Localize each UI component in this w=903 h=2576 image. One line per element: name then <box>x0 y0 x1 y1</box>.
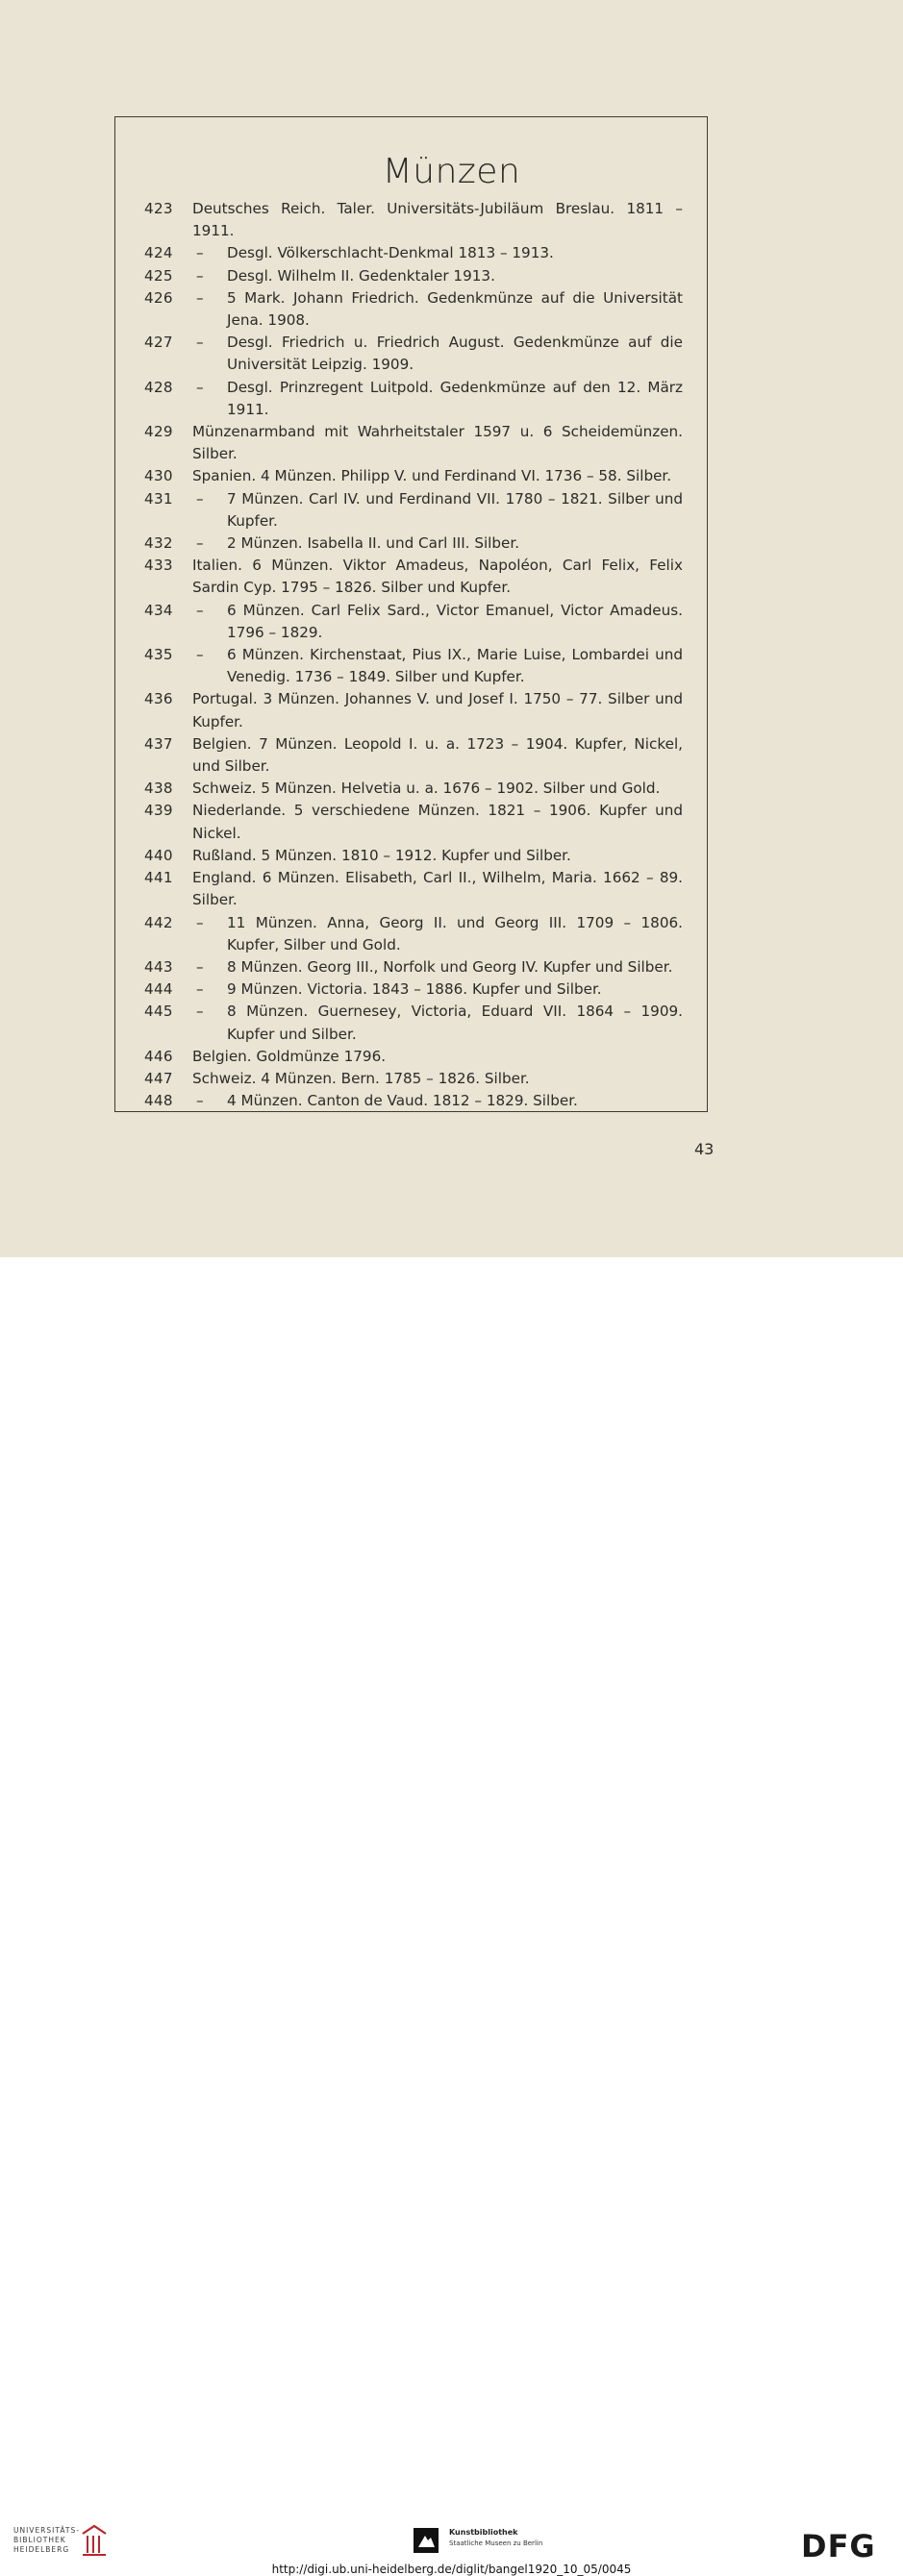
entry-number: 433 <box>144 557 173 575</box>
ditto-dash: – <box>196 489 204 508</box>
kunstbibliothek-title: Kunstbibliothek <box>449 2528 518 2537</box>
entry-number: 430 <box>144 467 173 485</box>
catalog-entry <box>144 332 683 376</box>
catalog-entry <box>144 1090 683 1112</box>
entry-number: 445 <box>144 1003 173 1021</box>
entry-text: Desgl. Wilhelm II. Gedenktaler 1913. <box>227 266 495 285</box>
entry-body <box>192 488 683 533</box>
ditto-dash: – <box>196 334 204 352</box>
entry-body <box>192 242 683 264</box>
entry-number: 423 <box>144 200 173 217</box>
entry-body <box>192 533 683 555</box>
entry-number: 435 <box>144 646 173 664</box>
ditto-dash: – <box>196 288 204 307</box>
entry-number: 429 <box>144 423 173 441</box>
entry-body <box>192 1001 683 1045</box>
ditto-dash: – <box>196 1092 204 1110</box>
entry-body <box>192 198 683 242</box>
entry-body <box>192 465 683 487</box>
entry-body <box>192 377 683 421</box>
entry-text: England. 6 Münzen. Elisabeth, Carl II., Wilhelm, Maria. 1662 – 89. Silber. <box>192 869 683 909</box>
catalog-entry-list <box>144 198 683 1112</box>
entry-text: Schweiz. 4 Münzen. Bern. 1785 – 1826. Silber. <box>192 1069 530 1087</box>
ditto-dash: – <box>196 957 204 976</box>
entry-body <box>192 287 683 332</box>
entry-body <box>192 956 683 978</box>
ditto-dash: – <box>196 1003 204 1021</box>
entry-number: 448 <box>144 1092 173 1110</box>
entry-text: Spanien. 4 Münzen. Philipp V. und Ferdinand VI. 1736 – 58. Silber. <box>192 467 672 485</box>
entry-text: Belgien. Goldmünze 1796. <box>192 1047 387 1065</box>
entry-text: 5 Mark. Johann Friedrich. Gedenkmünze auf die Universität Jena. 1908. <box>227 288 683 330</box>
entry-number: 426 <box>144 288 173 307</box>
entry-body <box>192 978 683 1001</box>
ditto-dash: – <box>196 980 204 999</box>
catalog-entry <box>144 1001 683 1045</box>
ditto-dash: – <box>196 913 204 931</box>
entry-text: Schweiz. 5 Münzen. Helvetia u. a. 1676 – 1902. Silber und Gold. <box>192 780 661 798</box>
catalog-entry <box>144 265 683 287</box>
entry-text: 8 Münzen. Guernesey, Victoria, Eduard VII. 1864 – 1909. Kupfer und Silber. <box>227 1003 683 1043</box>
ditto-dash: – <box>196 244 204 262</box>
entry-number: 447 <box>144 1069 173 1087</box>
catalog-entry <box>144 867 683 911</box>
entry-body <box>192 688 683 732</box>
kunstbibliothek-logo-icon <box>414 2528 439 2553</box>
entry-text: Desgl. Friedrich u. Friedrich August. Gedenkmünze auf die Universität Leipzig. 1909. <box>227 334 683 374</box>
entry-number: 442 <box>144 913 173 931</box>
entry-text: 9 Münzen. Victoria. 1843 – 1886. Kupfer und Silber. <box>227 980 602 999</box>
entry-text: 8 Münzen. Georg III., Norfolk und Georg IV. Kupfer und Silber. <box>227 957 673 976</box>
entry-text: Rußland. 5 Münzen. 1810 – 1912. Kupfer und Silber. <box>192 846 571 864</box>
entry-body <box>192 1046 683 1068</box>
page-number: 43 <box>694 1140 715 1158</box>
entry-number: 424 <box>144 244 173 262</box>
entry-body <box>192 644 683 688</box>
catalog-entry <box>144 1068 683 1090</box>
catalog-entry <box>144 600 683 644</box>
entry-body <box>192 800 683 844</box>
entry-text: 7 Münzen. Carl IV. und Ferdinand VII. 1780 – 1821. Silber und Kupfer. <box>227 489 683 530</box>
catalog-entry <box>144 800 683 844</box>
entry-number: 437 <box>144 734 173 753</box>
entry-body <box>192 845 683 867</box>
entry-body <box>192 778 683 800</box>
entry-body <box>192 332 683 376</box>
catalog-entry <box>144 533 683 555</box>
entry-body <box>192 1090 683 1112</box>
entry-text: 4 Münzen. Canton de Vaud. 1812 – 1829. Silber. <box>227 1092 578 1110</box>
catalog-entry <box>144 845 683 867</box>
catalog-entry <box>144 978 683 1001</box>
page-title: Münzen <box>382 152 521 191</box>
catalog-entry <box>144 242 683 264</box>
entry-text: 11 Münzen. Anna, Georg II. und Georg III. 1709 – 1806. Kupfer, Silber und Gold. <box>227 913 683 954</box>
entry-body <box>192 1068 683 1090</box>
entry-number: 432 <box>144 534 173 553</box>
entry-text: Desgl. Prinzregent Luitpold. Gedenkmünze auf den 12. März 1911. <box>227 378 683 418</box>
catalog-entry <box>144 198 683 242</box>
dfg-logo: DFG <box>801 2528 876 2564</box>
catalog-entry <box>144 488 683 533</box>
entry-body <box>192 867 683 911</box>
entry-body <box>192 265 683 287</box>
ditto-dash: – <box>196 601 204 619</box>
entry-body <box>192 600 683 644</box>
entry-text: Münzenarmband mit Wahrheitstaler 1597 u. 6 Scheidemünzen. Silber. <box>192 423 683 463</box>
catalog-entry <box>144 421 683 465</box>
entry-number: 434 <box>144 601 173 619</box>
entry-text: Portugal. 3 Münzen. Johannes V. und Josef I. 1750 – 77. Silber und Kupfer. <box>192 690 683 731</box>
entry-text: 6 Münzen. Kirchenstaat, Pius IX., Marie Luise, Lombardei und Venedig. 1736 – 1849. Silber und Kupfer. <box>227 646 683 686</box>
entry-text: 2 Münzen. Isabella II. und Carl III. Silber. <box>227 534 520 553</box>
ditto-dash: – <box>196 266 204 285</box>
entry-number: 446 <box>144 1047 173 1065</box>
kunstbibliothek-subtitle: Staatliche Museen zu Berlin <box>449 2539 543 2547</box>
catalog-entry <box>144 644 683 688</box>
entry-number: 444 <box>144 980 173 999</box>
footer-bar <box>0 1257 903 2576</box>
entry-number: 431 <box>144 489 173 508</box>
entry-text: Deutsches Reich. Taler. Universitäts-Jubiläum Breslau. 1811 – 1911. <box>192 200 683 240</box>
entry-text: Belgien. 7 Münzen. Leopold I. u. a. 1723 – 1904. Kupfer, Nickel, und Silber. <box>192 734 683 776</box>
catalog-entry <box>144 778 683 800</box>
entry-body <box>192 555 683 599</box>
library-name: UNIVERSITÄTS- BIBLIOTHEK HEIDELBERG <box>13 2526 80 2554</box>
entry-body <box>192 421 683 465</box>
entry-number: 439 <box>144 802 173 820</box>
scanned-page <box>0 0 903 1257</box>
entry-text: 6 Münzen. Carl Felix Sard., Victor Emanuel, Victor Amadeus. 1796 – 1829. <box>227 601 683 641</box>
catalog-entry <box>144 956 683 978</box>
catalog-entry <box>144 555 683 599</box>
catalog-entry <box>144 733 683 778</box>
entry-number: 425 <box>144 266 173 285</box>
ditto-dash: – <box>196 378 204 396</box>
entry-number: 443 <box>144 957 173 976</box>
entry-number: 441 <box>144 869 173 887</box>
entry-text: Italien. 6 Münzen. Viktor Amadeus, Napoléon, Carl Felix, Felix Sardin Cyp. 1795 – 1826. Silber und Kupfer. <box>192 557 683 597</box>
catalog-entry <box>144 912 683 956</box>
entry-text: Desgl. Völkerschlacht-Denkmal 1813 – 1913. <box>227 244 554 262</box>
entry-body <box>192 912 683 956</box>
entry-body <box>192 733 683 778</box>
ditto-dash: – <box>196 646 204 664</box>
ditto-dash: – <box>196 534 204 553</box>
entry-number: 428 <box>144 378 173 396</box>
source-url[interactable]: http://digi.ub.uni-heidelberg.de/diglit/bangel1920_10_05/0045 <box>271 2563 632 2576</box>
entry-number: 427 <box>144 334 173 352</box>
entry-text: Niederlande. 5 verschiedene Münzen. 1821 – 1906. Kupfer und Nickel. <box>192 802 683 842</box>
university-library-logo-icon <box>79 2524 110 2557</box>
catalog-entry <box>144 688 683 732</box>
entry-number: 440 <box>144 846 173 864</box>
catalog-entry <box>144 287 683 332</box>
catalog-entry <box>144 465 683 487</box>
entry-number: 438 <box>144 780 173 798</box>
catalog-entry <box>144 1046 683 1068</box>
entry-number: 436 <box>144 690 173 708</box>
catalog-entry <box>144 377 683 421</box>
